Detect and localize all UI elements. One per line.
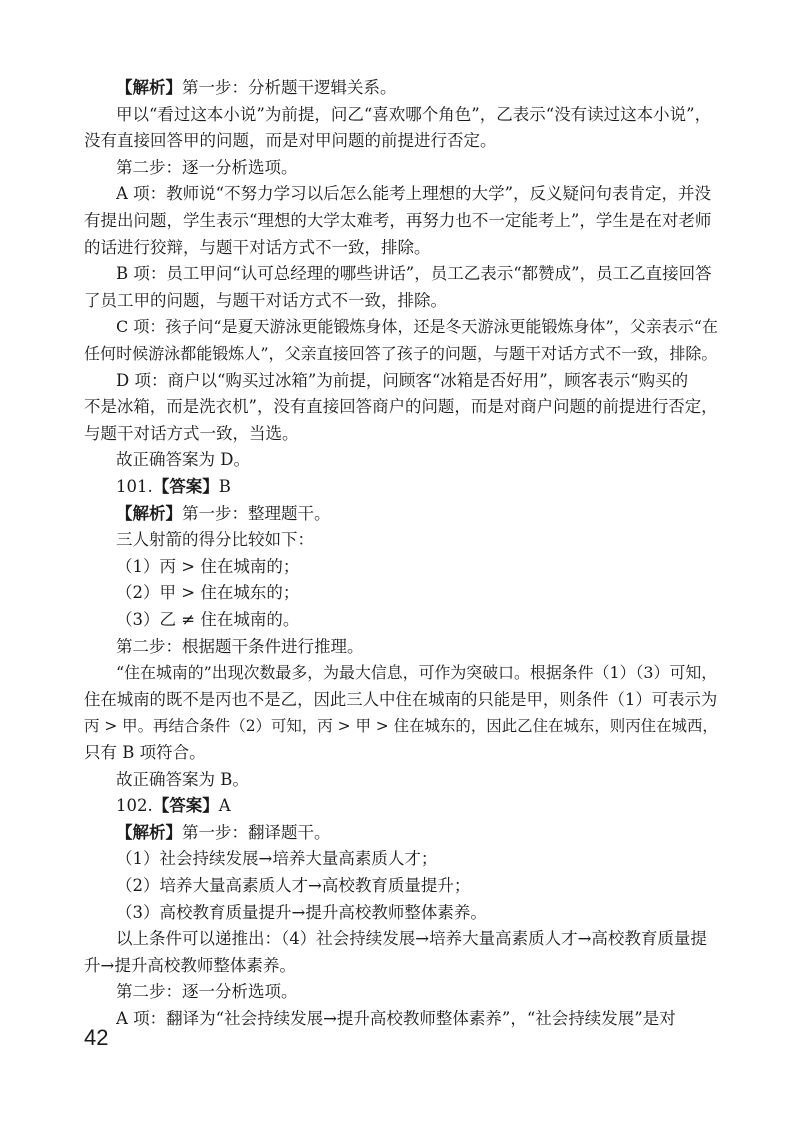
text-span: 故正确答案为 D。: [116, 450, 250, 470]
text-span: 没有直接回答甲的问题，而是对甲问题的前提进行否定。: [84, 131, 497, 151]
text-line: [116, 317, 718, 339]
text-line: [116, 78, 718, 100]
text-line: [116, 610, 718, 632]
text-span: A: [218, 796, 231, 816]
text-line: [84, 211, 718, 233]
text-span: （1）丙 > 住在城南的；: [116, 556, 300, 576]
text-span: A 项：翻译为“社会持续发展→提升高校教师整体素养”，“社会持续发展”是对: [116, 1009, 676, 1028]
text-span: （2）甲 > 住在城东的；: [116, 583, 300, 603]
text-line: [84, 956, 718, 978]
text-line: [84, 690, 718, 712]
text-span: A 项：教师说“不努力学习以后怎么能考上理想的大学”，反义疑问句表肯定，并没: [116, 184, 712, 204]
text-line: [84, 424, 718, 446]
text-span: 第二步：逐一分析选项。: [116, 157, 298, 177]
text-span: B: [218, 477, 231, 496]
text-line: [116, 105, 718, 127]
bold-label: 【解析】: [116, 78, 182, 97]
text-line: [116, 770, 718, 792]
text-span: （3）高校教育质量提升→提升高校教师整体素养。: [116, 902, 487, 922]
text-line: [116, 184, 718, 206]
text-line: [116, 823, 718, 845]
text-span: 101.: [116, 477, 153, 496]
text-span: 只有 B 项符合。: [84, 743, 206, 762]
text-span: 第一步：整理题干。: [182, 503, 331, 523]
text-span: 第一步：翻译题干。: [182, 822, 331, 842]
text-line: [116, 663, 718, 685]
text-span: 的话进行狡辩，与题干对话方式不一致，排除。: [84, 237, 431, 257]
text-line: [84, 397, 718, 419]
text-line: [116, 530, 718, 552]
text-span: （3）乙 ≠ 住在城南的。: [116, 610, 300, 629]
text-line: [116, 903, 718, 925]
text-span: 故正确答案为 B。: [116, 769, 249, 789]
text-span: 三人射箭的得分比较如下：: [116, 530, 314, 550]
text-line: [116, 158, 718, 180]
text-line: [84, 344, 718, 366]
text-span: （1）社会持续发展→培养大量高素质人才；: [116, 849, 438, 869]
text-span: 甲以“看过这本小说”为前提，问乙“喜欢哪个角色”，乙表示“没有读过这本小说”，: [116, 104, 712, 124]
text-span: 升→提升高校教师整体素养。: [84, 955, 296, 975]
text-line: [116, 371, 718, 393]
text-line: [116, 477, 718, 499]
page-number: 42: [84, 1025, 109, 1050]
text-line: [116, 849, 718, 871]
text-line: [116, 264, 718, 286]
text-span: （2）培养大量高素质人才→高校教育质量提升；: [116, 876, 471, 895]
text-line: [116, 504, 718, 526]
text-line: [84, 131, 718, 153]
text-span: 以上条件可以递推出：（4）社会持续发展→培养大量高素质人才→高校教育质量提: [116, 929, 707, 949]
text-line: [116, 796, 718, 818]
text-span: C 项：孩子问“是夏天游泳更能锻炼身体，还是冬天游泳更能锻炼身体”，父亲表示“在: [116, 317, 718, 337]
text-span: 第一步：分析题干逻辑关系。: [182, 78, 397, 97]
text-line: [116, 557, 718, 579]
text-line: [116, 450, 718, 472]
text-span: 与题干对话方式一致，当选。: [84, 423, 299, 443]
text-span: 第二步：逐一分析选项。: [116, 982, 298, 1002]
text-span: D 项：商户以“购买过冰箱”为前提，问顾客“冰箱是否好用”，顾客表示“购买的: [116, 370, 689, 390]
text-line: [84, 238, 718, 260]
bold-label: 【答案】: [152, 796, 219, 816]
bold-label: 【解析】: [116, 503, 182, 523]
text-span: “住在城南的”出现次数最多，为最大信息，可作为突破口。根据条件（1）（3）可知，: [116, 663, 718, 683]
text-line: [116, 1009, 718, 1031]
text-line: [116, 637, 718, 659]
text-line: [116, 929, 718, 951]
text-span: 第二步：根据题干条件进行推理。: [116, 636, 364, 656]
text-line: [116, 982, 718, 1004]
text-span: 102.: [116, 796, 153, 816]
text-span: 了员工甲的问题，与题干对话方式不一致，排除。: [84, 290, 447, 310]
text-span: 任何时候游泳都能锻炼人”，父亲直接回答了孩子的问题，与题干对话方式不一致，排除。: [84, 344, 718, 363]
text-line: [84, 716, 718, 738]
bold-label: 【答案】: [152, 477, 219, 496]
bold-label: 【解析】: [116, 822, 182, 842]
text-span: B 项：员工甲问“认可总经理的哪些讲话”，员工乙表示“都赞成”，员工乙直接回答: [116, 264, 712, 284]
text-line: [84, 743, 718, 765]
text-span: 住在城南的既不是丙也不是乙，因此三人中住在城南的只能是甲，则条件（1）可表示为: [84, 689, 718, 709]
text-span: 有提出问题，学生表示“理想的大学太难考，再努力也不一定能考上”，学生是在对老师: [84, 211, 712, 230]
text-span: 不是冰箱，而是洗衣机”，没有直接回答商户的问题，而是对商户问题的前提进行否定，: [84, 397, 718, 417]
text-line: [84, 291, 718, 313]
text-line: [116, 583, 718, 605]
text-line: [116, 876, 718, 898]
text-span: 丙 > 甲。再结合条件（2）可知，丙 > 甲 > 住在城东的，因此乙住在城东，则丙住在城西，: [84, 717, 718, 736]
